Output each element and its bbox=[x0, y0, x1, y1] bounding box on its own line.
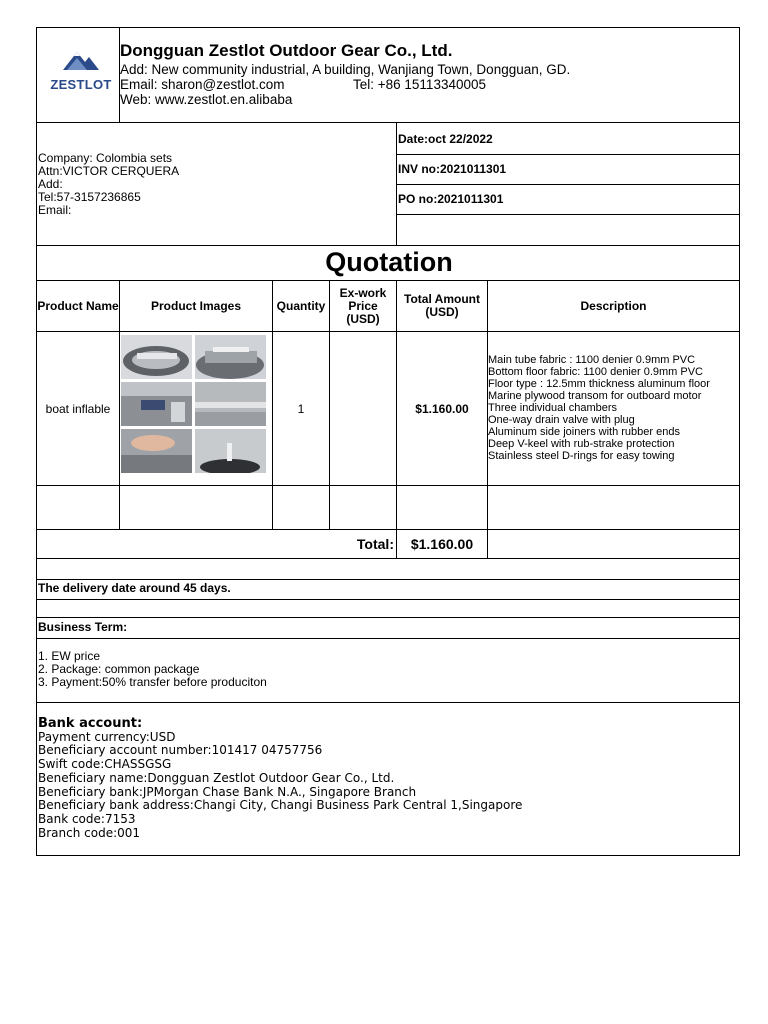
product-photo bbox=[195, 382, 266, 426]
row-divider bbox=[37, 122, 739, 123]
description-line: Main tube fabric : 1100 denier 0.9mm PVC bbox=[488, 354, 696, 366]
quote-date: Date:oct 22/2022 bbox=[398, 132, 493, 146]
logo-text: ZESTLOT bbox=[50, 77, 112, 92]
col-header-quantity: Quantity bbox=[276, 298, 326, 313]
company-tel: Tel: +86 15113340005 bbox=[353, 77, 486, 92]
row-divider bbox=[37, 579, 739, 580]
business-term-item: 3. Payment:50% transfer before produciton bbox=[38, 675, 267, 689]
business-term-item: 2. Package: common package bbox=[38, 662, 200, 676]
customer-add: Add: bbox=[38, 177, 63, 191]
company-web: Web: www.zestlot.en.alibaba bbox=[120, 92, 293, 107]
quantity-cell: 1 bbox=[297, 401, 305, 416]
product-photo bbox=[121, 429, 192, 473]
col-divider bbox=[396, 122, 397, 245]
row-divider bbox=[396, 184, 739, 185]
row-divider bbox=[396, 214, 739, 215]
row-divider bbox=[37, 558, 739, 559]
invoice-number: INV no:2021011301 bbox=[398, 162, 507, 176]
description-line: Marine plywood transom for outboard motor bbox=[488, 390, 702, 402]
row-divider bbox=[37, 599, 739, 600]
customer-attn: Attn:VICTOR CERQUERA bbox=[38, 164, 180, 178]
row-divider bbox=[37, 638, 739, 639]
company-logo bbox=[41, 48, 121, 98]
row-divider bbox=[37, 245, 739, 246]
col-header-exwork-price: Ex-work Price (USD) bbox=[339, 285, 387, 326]
product-name-cell: boat inflable bbox=[45, 401, 111, 416]
total-value: $1.160.00 bbox=[410, 536, 474, 552]
row-divider bbox=[37, 485, 739, 486]
description-line: Three individual chambers bbox=[488, 402, 618, 414]
description-cell bbox=[488, 354, 710, 462]
company-address: Add: New community industrial, A building, Wanjiang Town, Dongguan, GD. bbox=[120, 62, 571, 77]
product-photo bbox=[121, 382, 192, 426]
row-divider bbox=[396, 154, 739, 155]
col-header-total-amount: Total Amount (USD) bbox=[404, 292, 480, 319]
product-photo bbox=[121, 335, 192, 379]
product-photo bbox=[195, 429, 266, 473]
quotation-sheet bbox=[36, 27, 740, 856]
bank-line: Beneficiary name:Dongguan Zestlot Outdoor Gear Co., Ltd. bbox=[38, 770, 395, 785]
product-images bbox=[121, 335, 269, 475]
col-header-product-name: Product Name bbox=[37, 298, 119, 313]
mountain-icon bbox=[61, 48, 101, 72]
total-amount-cell: $1.160.00 bbox=[415, 401, 469, 416]
bank-line: Swift code:CHASSGSG bbox=[38, 757, 172, 772]
col-header-product-images: Product Images bbox=[150, 298, 242, 313]
bank-line: Bank code:7153 bbox=[38, 811, 136, 826]
customer-company: Company: Colombia sets bbox=[38, 151, 173, 165]
business-term-list bbox=[38, 650, 267, 689]
row-divider bbox=[37, 617, 739, 618]
product-photo bbox=[195, 335, 266, 379]
description-line: Stainless steel D-rings for easy towing bbox=[488, 450, 675, 462]
customer-email: Email: bbox=[38, 203, 72, 217]
company-name: Dongguan Zestlot Outdoor Gear Co., Ltd. bbox=[120, 41, 453, 60]
bank-line: Beneficiary bank:JPMorgan Chase Bank N.A., Singapore Branch bbox=[38, 784, 417, 799]
description-line: Floor type : 12.5mm thickness aluminum floor bbox=[488, 378, 710, 390]
exwork-price-cell bbox=[330, 332, 396, 485]
description-line: One-way drain valve with plug bbox=[488, 414, 635, 426]
bank-block bbox=[38, 717, 522, 840]
document-title: Quotation bbox=[325, 247, 453, 277]
customer-tel: Tel:57-3157236865 bbox=[38, 190, 141, 204]
delivery-note: The delivery date around 45 days. bbox=[38, 581, 231, 595]
bank-heading: Bank account: bbox=[38, 716, 143, 731]
description-line: Bottom floor fabric: 1100 denier 0.9mm PVC bbox=[488, 366, 704, 378]
row-divider bbox=[37, 702, 739, 703]
description-line: Aluminum side joiners with rubber ends bbox=[488, 426, 680, 438]
total-label: Total: bbox=[356, 536, 394, 552]
po-number: PO no:2021011301 bbox=[398, 192, 504, 206]
bank-line: Beneficiary bank address:Changi City, Changi Business Park Central 1,Singapore bbox=[38, 798, 523, 813]
business-term-item: 1. EW price bbox=[38, 649, 101, 663]
company-email: Email: sharon@zestlot.com bbox=[120, 77, 285, 92]
bank-line: Beneficiary account number:101417 04757756 bbox=[38, 743, 323, 758]
col-header-description: Description bbox=[580, 298, 647, 313]
bank-line: Branch code:001 bbox=[38, 825, 141, 840]
description-line: Deep V-keel with rub-strake protection bbox=[488, 438, 675, 450]
bank-line: Payment currency:USD bbox=[38, 729, 176, 744]
business-term-heading: Business Term: bbox=[38, 620, 128, 634]
